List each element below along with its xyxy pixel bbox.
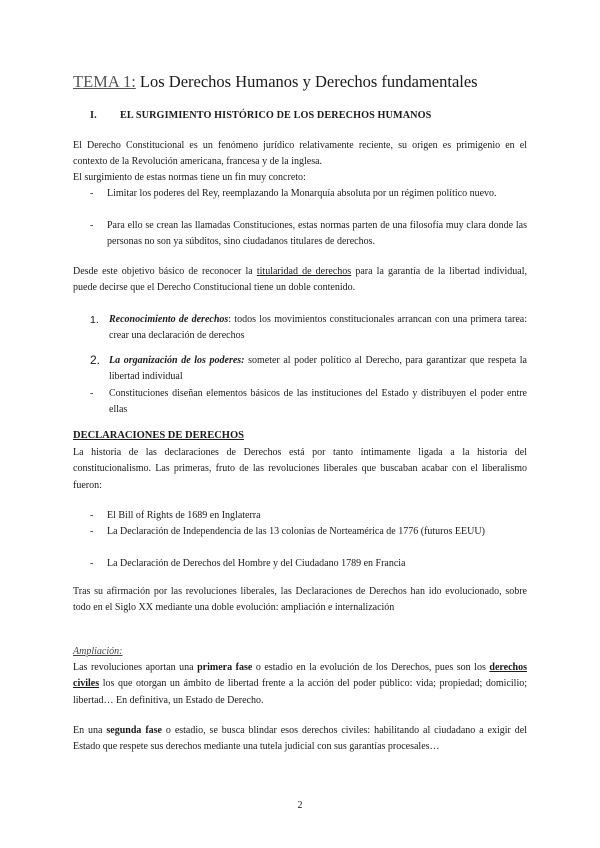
list-item: - La Declaración de Derechos del Hombre y del Ciudadano 1789 en Francia — [90, 556, 527, 572]
text-span: los que otorgan un ámbito de libertad frente a la acción del poder público: vida; propiedad; domicilio; libertad… En definitiva, un Estado de Derecho. — [73, 678, 527, 706]
item-text: : todos los movimientos constitucionales arrancan con una primera tarea: crear una declaración de derechos — [109, 314, 528, 342]
declaraciones-paragraph: La historia de las declaraciones de Derechos está por tanto íntimamente ligada a la historia del constitucionalismo. Las primeras, fruto de las revoluciones liberales que buscaban acabar con el liberalismo fueron: — [73, 447, 527, 491]
objective-paragraph — [73, 264, 527, 297]
objective-underlined: titularidad de derechos — [256, 266, 352, 277]
item-bold: La organización de los poderes: — [109, 355, 245, 366]
text-span: En una — [73, 725, 107, 736]
bold-underlined-span: derechos civiles — [73, 662, 527, 690]
text-span: Las revoluciones aportan una — [73, 662, 198, 673]
list-item-text: Constituciones diseñan elementos básicos de las instituciones del Estado y distribuyen el poder entre ellas — [109, 388, 527, 416]
item-bold: Reconocimiento de derechos — [109, 314, 229, 325]
objective-text: Desde este objetivo básico de reconocer la — [73, 266, 257, 277]
numbered-item — [73, 353, 527, 386]
ampliacion-heading — [73, 644, 527, 660]
document-title — [73, 72, 478, 92]
bold-span: primera fase — [197, 662, 253, 673]
objective-text-end: para la garantía de la libertad individual, puede decirse que el Derecho Constitucional tiene un doble contenido. — [73, 266, 528, 294]
list-item-text: El Bill of Rights de 1689 en Inglaterra — [107, 510, 261, 521]
declaraciones-heading: DECLARACIONES DE DERECHOS — [73, 430, 244, 441]
segunda-fase-paragraph — [73, 723, 527, 756]
title-text: Los Derechos Humanos y Derechos fundamentales — [135, 72, 478, 91]
title-prefix: TEMA 1: — [73, 72, 136, 91]
evolution-paragraph: Tras su afirmación por las revoluciones liberales, las Declaraciones de Derechos han ido evolucionado, sobre todo en el Siglo XX mediante una doble evolución: ampliación e internalización — [73, 586, 527, 614]
list-item-text: La Declaración de Independencia de las 13 colonias de Norteamérica de 1776 (futuros EEUU) — [107, 526, 485, 537]
intro-line: El surgimiento de estas normas tiene un fin muy concreto: — [73, 172, 306, 183]
item-number: 2. — [90, 353, 101, 367]
item-number: 1. — [90, 314, 99, 326]
item-text: someter al poder político al Derecho, para garantizar que respeta la libertad individual — [109, 355, 527, 383]
ampliacion-heading-text: Ampliación: — [73, 646, 123, 657]
bold-span: segunda fase — [106, 725, 162, 736]
list-item: - Limitar los poderes del Rey, reemplazando la Monarquía absoluta por un régimen político nuevo. — [90, 186, 527, 202]
ampliacion-paragraph — [73, 660, 527, 709]
intro-paragraph: El Derecho Constitucional es un fenómeno jurídico relativamente reciente, su origen es primigenio en el contexto de la Revolución americana, francesa y de la inglesa. — [73, 140, 527, 168]
list-item: - Constituciones diseñan elementos básicos de las instituciones del Estado y distribuyen el poder entre ellas — [73, 386, 527, 419]
list-item: - Para ello se crean las llamadas Constituciones, estas normas parten de una filosofía muy clara donde las personas no son ya súbditos, sino ciudadanos titulares de derechos. — [90, 218, 527, 251]
text-span: o estadio en la evolución de los Derechos, pues son los — [252, 662, 490, 673]
numbered-item — [73, 312, 527, 345]
list-item-text: Para ello se crean las llamadas Constituciones, estas normas parten de una filosofía muy clara donde las personas no son ya súbditos, sino ciudadanos titulares de derechos. — [107, 220, 527, 248]
text-span: o estadio, se busca blindar esos derechos civiles: habilitando al ciudadano a exigir del Estado que respete sus derechos mediante una tutela judicial con sus garantías procesales… — [73, 725, 527, 753]
list-item: - El Bill of Rights de 1689 en Inglaterra — [90, 508, 527, 524]
list-item: - La Declaración de Independencia de las 13 colonias de Norteamérica de 1776 (futuros EEUU) — [90, 524, 527, 540]
section-title: EL SURGIMIENTO HISTÓRICO DE LOS DERECHOS HUMANOS — [120, 110, 432, 121]
list-item-text: La Declaración de Derechos del Hombre y del Ciudadano 1789 en Francia — [107, 558, 406, 569]
section-number: I. — [90, 110, 97, 121]
section-heading — [90, 110, 431, 121]
list-item-text: Limitar los poderes del Rey, reemplazando la Monarquía absoluta por un régimen político nuevo. — [107, 188, 497, 199]
page-number: 2 — [297, 800, 303, 811]
